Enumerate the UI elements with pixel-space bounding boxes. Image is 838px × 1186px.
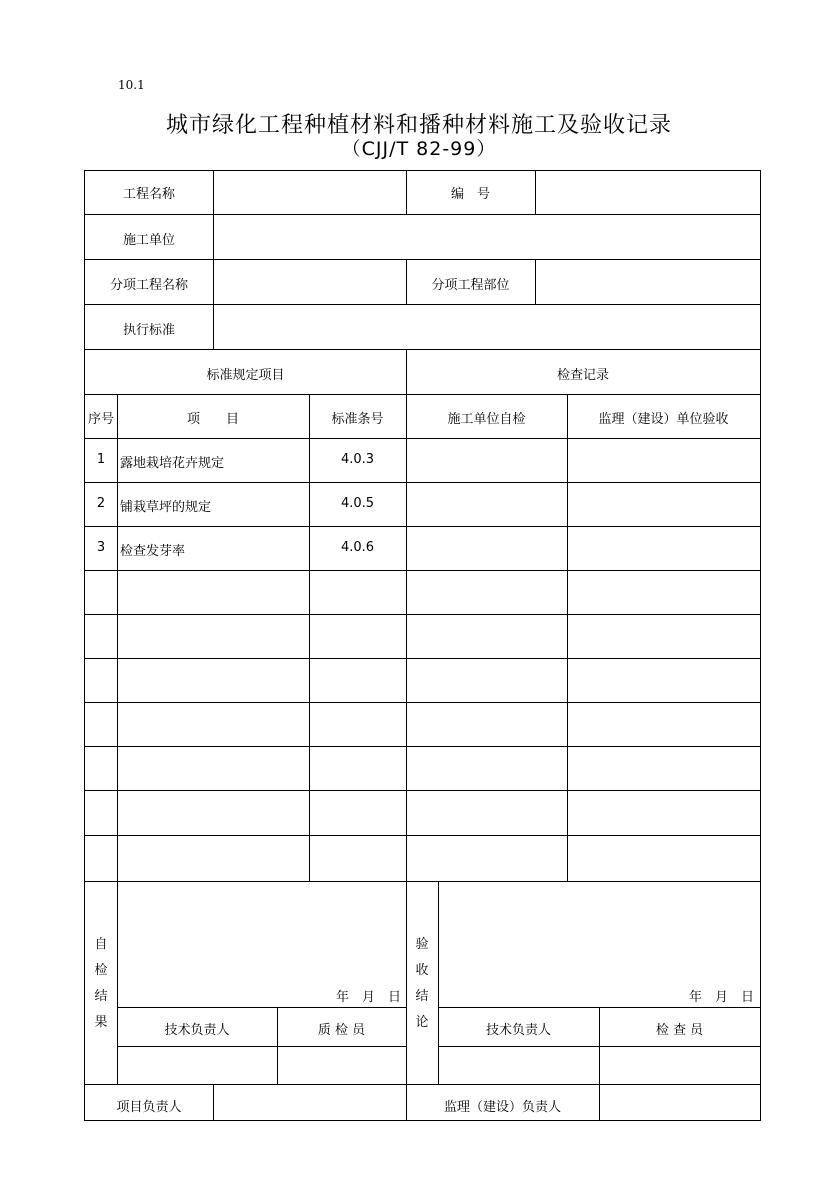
construction-unit-label: 施工单位 <box>122 233 175 248</box>
sub-project-name-field[interactable] <box>214 260 406 304</box>
exec-standard-field[interactable] <box>214 305 760 349</box>
row-clause: 4.0.6 <box>340 540 375 555</box>
self-tech-lead-label: 技术负责人 <box>164 1023 230 1038</box>
table-rule <box>84 482 761 483</box>
number-label: 编 号 <box>450 187 490 202</box>
self-check-date: 年 月 日 <box>336 990 402 1005</box>
self-check-result-label: 自 检 结 果 <box>94 937 108 1030</box>
table-rule <box>84 790 761 791</box>
row-clause: 4.0.5 <box>340 496 375 511</box>
exec-standard-label: 执行标准 <box>122 323 175 338</box>
acceptance-conclusion-label: 验 收 结 论 <box>415 937 429 1030</box>
col-supervision-header: 监理（建设）单位验收 <box>598 412 729 427</box>
row-item: 铺栽草坪的规定 <box>120 500 212 515</box>
table-rule <box>84 570 761 571</box>
table-rule <box>84 438 761 439</box>
row-clause: 4.0.3 <box>340 452 375 467</box>
acceptance-tech-lead-label: 技术负责人 <box>485 1023 551 1038</box>
sub-project-part-label: 分项工程部位 <box>431 278 510 293</box>
number-field[interactable] <box>536 171 760 214</box>
project-manager-field[interactable] <box>214 1085 406 1120</box>
col-seq-header: 序号 <box>87 412 114 427</box>
std-items-label: 标准规定项目 <box>206 368 285 383</box>
row-item: 检查发芽率 <box>120 544 186 559</box>
acceptance-date: 年 月 日 <box>689 990 755 1005</box>
supervisor-label: 监理（建设）负责人 <box>443 1100 561 1115</box>
inspector-label: 质 检 员 <box>317 1023 366 1038</box>
table-rule <box>84 526 761 527</box>
table-rule <box>84 881 761 882</box>
sub-project-part-field[interactable] <box>536 260 760 304</box>
table-rule <box>117 1046 407 1047</box>
table-rule <box>84 702 761 703</box>
col-self-check-header: 施工单位自检 <box>447 412 526 427</box>
table-rule <box>760 170 761 1121</box>
checker-label: 检 查 员 <box>655 1023 704 1038</box>
project-name-label: 工程名称 <box>122 187 175 202</box>
col-clause-header: 标准条号 <box>331 412 384 427</box>
table-rule <box>84 746 761 747</box>
table-rule <box>84 835 761 836</box>
table-rule <box>84 170 85 1121</box>
project-manager-label: 项目负责人 <box>116 1100 182 1115</box>
row-item: 露地栽培花卉规定 <box>120 456 225 471</box>
table-rule <box>84 1120 761 1121</box>
sub-project-name-label: 分项工程名称 <box>109 278 188 293</box>
table-rule <box>84 658 761 659</box>
table-rule <box>117 1007 407 1008</box>
form-subtitle: （CJJ/T 82-99） <box>341 138 497 160</box>
table-rule <box>117 394 118 1085</box>
col-item-header: 项 目 <box>186 412 239 427</box>
row-seq: 1 <box>96 452 106 467</box>
table-rule <box>84 614 761 615</box>
form-code: 10.1 <box>118 78 145 92</box>
table-rule <box>438 881 439 1085</box>
row-seq: 3 <box>96 540 106 555</box>
supervisor-field[interactable] <box>600 1085 760 1120</box>
table-rule <box>309 394 310 882</box>
form-title: 城市绿化工程种植材料和播种材料施工及验收记录 <box>165 113 672 138</box>
construction-unit-field[interactable] <box>214 215 760 259</box>
table-rule <box>567 394 568 882</box>
inspection-record-label: 检查记录 <box>556 368 609 383</box>
row-seq: 2 <box>96 496 106 511</box>
project-name-field[interactable] <box>214 171 406 214</box>
table-rule <box>406 394 407 1085</box>
table-rule <box>84 349 761 350</box>
table-rule <box>84 394 761 395</box>
